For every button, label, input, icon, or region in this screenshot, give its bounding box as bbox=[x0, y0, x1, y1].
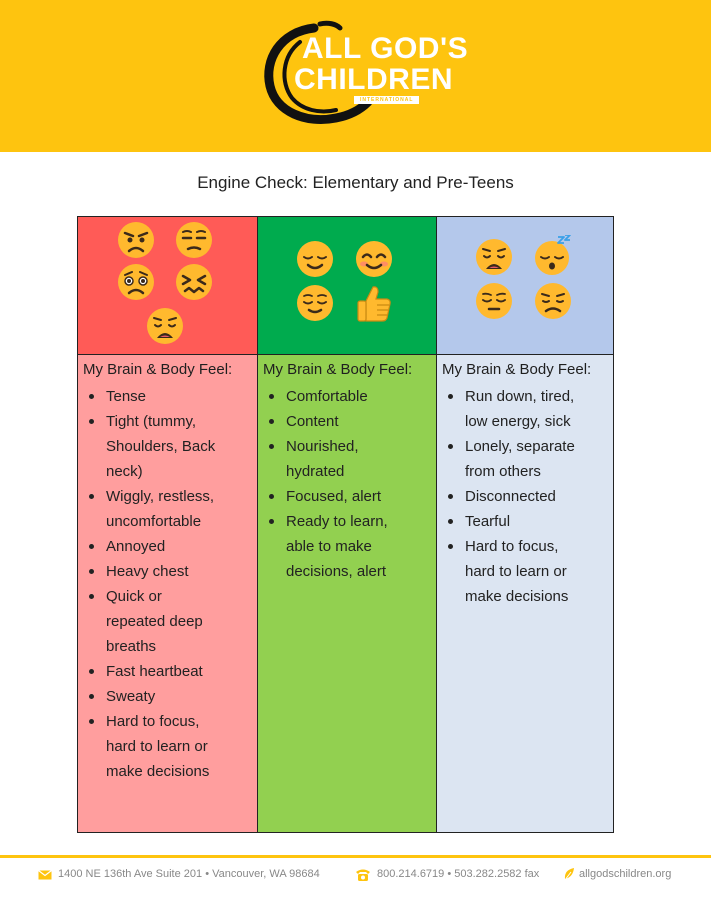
green-feelings-list bbox=[286, 384, 388, 584]
envelope-icon bbox=[38, 870, 52, 880]
leaf-icon bbox=[563, 867, 575, 881]
list-item-continuation: make decisions bbox=[106, 763, 210, 780]
list-item: Ready to learn, bbox=[286, 509, 388, 534]
list-item: Quick or bbox=[106, 584, 215, 609]
list-item-continuation: repeated deep bbox=[106, 613, 203, 630]
list-item-continuation: Shoulders, Back bbox=[106, 438, 216, 455]
column-red bbox=[78, 217, 257, 832]
column-green bbox=[257, 217, 436, 832]
page-title: Engine Check: Elementary and Pre-Teens bbox=[197, 173, 514, 192]
list-item: Nourished, bbox=[286, 434, 388, 459]
red-feelings-cell bbox=[78, 355, 257, 832]
list-item-continuation: uncomfortable bbox=[106, 513, 202, 530]
calm-face-icon bbox=[295, 283, 335, 323]
unamused-face-icon bbox=[174, 220, 214, 260]
footer-divider bbox=[0, 855, 711, 858]
smiling-face-icon bbox=[354, 239, 394, 279]
logo-line-1: ALL GOD'S bbox=[302, 32, 469, 65]
list-item-continuation: breaths bbox=[106, 638, 157, 655]
list-item: Tense bbox=[106, 384, 215, 409]
list-item: Hard to focus, bbox=[106, 709, 215, 734]
footer-phone: 800.214.6719 • 503.282.2582 fax bbox=[377, 868, 540, 880]
list-item: Run down, tired, bbox=[465, 384, 575, 409]
list-item: Heavy chest bbox=[106, 559, 215, 584]
list-item-continuation: decisions, alert bbox=[286, 563, 387, 580]
list-item: Disconnected bbox=[465, 484, 575, 509]
weary-face-icon bbox=[474, 237, 514, 277]
anxious-face-icon bbox=[116, 262, 156, 302]
list-item: Tearful bbox=[465, 509, 575, 534]
list-item-continuation: hydrated bbox=[286, 463, 345, 480]
confounded-face-icon bbox=[174, 262, 214, 302]
list-item: Content bbox=[286, 409, 388, 434]
list-item: Comfortable bbox=[286, 384, 388, 409]
column-blue bbox=[436, 217, 613, 832]
telephone-icon bbox=[355, 868, 371, 882]
list-item: Sweaty bbox=[106, 684, 215, 709]
list-item-continuation: from others bbox=[465, 463, 541, 480]
footer-website-link[interactable]: allgodschildren.org bbox=[579, 868, 672, 880]
all-gods-children-logo bbox=[262, 20, 469, 130]
thumbs-up-icon bbox=[356, 283, 392, 323]
header-banner bbox=[0, 0, 711, 152]
blue-emoji-cell bbox=[437, 217, 613, 355]
footer-address: 1400 NE 136th Ave Suite 201 • Vancouver, WA 98684 bbox=[58, 868, 320, 880]
list-item-continuation: make decisions bbox=[465, 588, 569, 605]
sleeping-face-icon bbox=[532, 235, 574, 277]
disappointed-face-icon bbox=[533, 281, 573, 321]
list-item: Hard to focus, bbox=[465, 534, 575, 559]
blue-feelings-cell bbox=[437, 355, 613, 832]
green-emoji-cell bbox=[258, 217, 436, 355]
green-feelings-cell bbox=[258, 355, 436, 832]
list-item-continuation: hard to learn or bbox=[106, 738, 208, 755]
red-heading: My Brain & Body Feel: bbox=[83, 361, 233, 378]
red-emoji-cell bbox=[78, 217, 257, 355]
list-item-continuation: hard to learn or bbox=[465, 563, 567, 580]
pensive-face-icon bbox=[474, 281, 514, 321]
angry-face-icon bbox=[116, 220, 156, 260]
list-item: Tight (tummy, bbox=[106, 409, 215, 434]
logo-line-2: CHILDREN bbox=[294, 63, 453, 96]
relieved-face-icon bbox=[295, 239, 335, 279]
list-item: Wiggly, restless, bbox=[106, 484, 215, 509]
list-item: Fast heartbeat bbox=[106, 659, 215, 684]
engine-check-table bbox=[77, 216, 614, 833]
list-item-continuation: low energy, sick bbox=[465, 413, 571, 430]
blue-feelings-list bbox=[465, 384, 575, 609]
list-item-continuation: neck) bbox=[106, 463, 143, 480]
list-item: Annoyed bbox=[106, 534, 215, 559]
list-item-continuation: able to make bbox=[286, 538, 372, 555]
blue-heading: My Brain & Body Feel: bbox=[442, 361, 592, 378]
weary-face-icon bbox=[145, 306, 185, 346]
list-item: Lonely, separate bbox=[465, 434, 575, 459]
logo-international: INTERNATIONAL bbox=[354, 96, 419, 104]
green-heading: My Brain & Body Feel: bbox=[263, 361, 413, 378]
red-feelings-list bbox=[106, 384, 215, 784]
list-item: Focused, alert bbox=[286, 484, 388, 509]
